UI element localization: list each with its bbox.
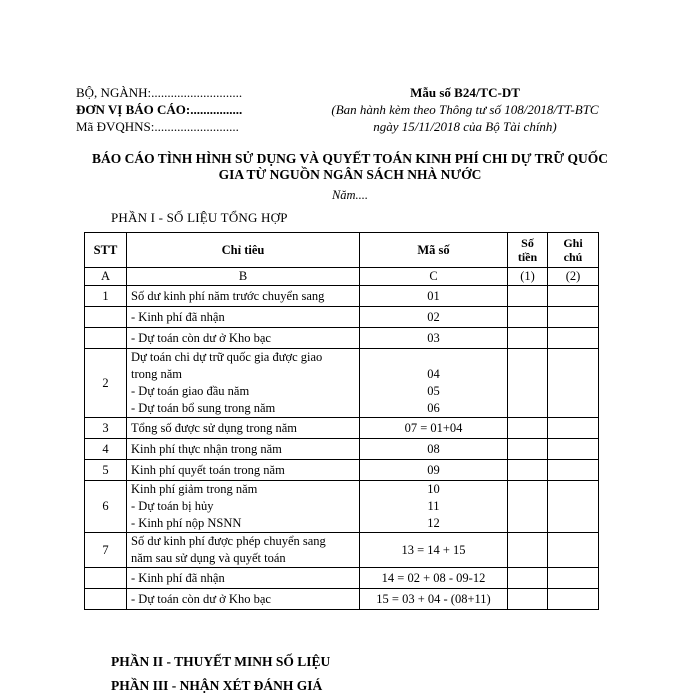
row-indicator: Số dư kinh phí năm trước chuyển sang <box>127 286 360 307</box>
row-note <box>548 589 599 610</box>
report-year: Năm.... <box>331 188 369 202</box>
row-code-line: 10 <box>427 482 440 496</box>
row-indicator: Tổng số được sử dụng trong năm <box>127 418 360 439</box>
row-note <box>548 460 599 481</box>
row-code: 02 <box>360 307 508 328</box>
row-code: 03 <box>360 328 508 349</box>
letter-c: C <box>360 268 508 286</box>
table-row <box>85 568 599 589</box>
table-row <box>85 533 599 568</box>
row-amount <box>508 589 548 610</box>
letter-2: (2) <box>548 268 599 286</box>
column-letter-row <box>85 268 599 286</box>
row-code: 01 <box>360 286 508 307</box>
row-stt: 4 <box>85 439 127 460</box>
row-indicator-line: Số dư kinh phí được phép chuyển sang <box>131 534 326 548</box>
row-note <box>548 328 599 349</box>
header-amount-line-2: tiền <box>517 250 538 264</box>
row-amount <box>508 568 548 589</box>
row-code: 15 = 03 + 04 - (08+11) <box>360 589 508 610</box>
row-stt: 7 <box>85 533 127 568</box>
row-indicator-line: trong năm <box>131 367 183 381</box>
row-code <box>360 481 508 533</box>
row-stt <box>85 328 127 349</box>
part-3-heading: PHẦN III - NHẬN XÉT ĐÁNH GIÁ <box>111 678 323 693</box>
row-stt <box>85 589 127 610</box>
row-indicator: Kinh phí thực nhận trong năm <box>127 439 360 460</box>
table-row <box>85 307 599 328</box>
row-stt <box>85 307 127 328</box>
row-code-line: 04 <box>427 367 440 381</box>
row-indicator: - Kinh phí đã nhận <box>127 568 360 589</box>
header-amount-line-1: Số <box>521 236 534 250</box>
issued-by-line-2: ngày 15/11/2018 của Bộ Tài chính) <box>373 119 557 134</box>
row-amount <box>508 460 548 481</box>
ministry-line: BỘ, NGÀNH:............................ <box>76 85 243 100</box>
row-amount <box>508 533 548 568</box>
row-sub-indicator: - Kinh phí nộp NSNN <box>131 516 242 530</box>
row-sub-indicator: - Dự toán bổ sung trong năm <box>131 401 276 415</box>
row-code: 08 <box>360 439 508 460</box>
row-note <box>548 481 599 533</box>
part-2-heading: PHẦN II - THUYẾT MINH SỐ LIỆU <box>111 654 331 669</box>
row-note <box>548 439 599 460</box>
header-code: Mã số <box>360 233 508 268</box>
row-amount <box>508 286 548 307</box>
header-indicator: Chỉ tiêu <box>127 233 360 268</box>
issuer-block <box>76 84 242 135</box>
row-sub-indicator: - Dự toán bị hủy <box>131 499 214 513</box>
header-note <box>548 233 599 268</box>
row-note <box>548 349 599 418</box>
row-indicator <box>127 533 360 568</box>
table-row <box>85 418 599 439</box>
report-title-line-1: BÁO CÁO TÌNH HÌNH SỬ DỤNG VÀ QUYẾT TOÁN KINH PHÍ CHI DỰ TRỮ QUỐC <box>91 151 609 166</box>
row-code: 07 = 01+04 <box>360 418 508 439</box>
form-info-block <box>300 84 630 135</box>
row-code-line: 11 <box>427 499 440 513</box>
row-amount <box>508 439 548 460</box>
table-header-row <box>85 233 599 268</box>
letter-b: B <box>127 268 360 286</box>
header-amount <box>508 233 548 268</box>
row-indicator: - Kinh phí đã nhận <box>127 307 360 328</box>
row-code: 13 = 14 + 15 <box>360 533 508 568</box>
row-code-line: 05 <box>427 384 440 398</box>
row-stt: 3 <box>85 418 127 439</box>
letter-a: A <box>85 268 127 286</box>
table-row <box>85 439 599 460</box>
form-number: Mẫu số B24/TC-DT <box>410 85 520 100</box>
letter-1: (1) <box>508 268 548 286</box>
row-stt: 6 <box>85 481 127 533</box>
row-sub-indicator: - Dự toán giao đầu năm <box>131 384 250 398</box>
row-amount <box>508 349 548 418</box>
table-row <box>85 286 599 307</box>
report-title-line-2: GIA TỪ NGUỒN NGÂN SÁCH NHÀ NƯỚC <box>218 167 482 182</box>
row-code-line: 12 <box>427 516 440 530</box>
row-code: 09 <box>360 460 508 481</box>
row-amount <box>508 481 548 533</box>
table-row <box>85 481 599 533</box>
issued-by-line-1: (Ban hành kèm theo Thông tư số 108/2018/TT-BTC <box>331 102 599 117</box>
summary-table <box>84 232 599 610</box>
part-1-heading: PHẦN I - SỐ LIỆU TỔNG HỢP <box>111 210 288 225</box>
row-indicator-line: Kinh phí giảm trong năm <box>131 482 258 496</box>
unit-code-line: Mã ĐVQHNS:.......................... <box>76 119 239 134</box>
row-indicator: - Dự toán còn dư ở Kho bạc <box>127 589 360 610</box>
row-indicator <box>127 481 360 533</box>
row-amount <box>508 307 548 328</box>
header-note-line-2: chú <box>563 250 583 264</box>
row-note <box>548 418 599 439</box>
row-code: 14 = 02 + 08 - 09-12 <box>360 568 508 589</box>
row-indicator: - Dự toán còn dư ở Kho bạc <box>127 328 360 349</box>
row-indicator-line: Dự toán chi dự trữ quốc gia được giao <box>131 350 323 364</box>
header-note-line-1: Ghi <box>563 236 583 250</box>
table-row <box>85 349 599 418</box>
table-row <box>85 328 599 349</box>
row-indicator-line: năm sau sử dụng và quyết toán <box>131 551 286 565</box>
row-note <box>548 568 599 589</box>
row-code-line: 06 <box>427 401 440 415</box>
row-stt: 1 <box>85 286 127 307</box>
header-stt: STT <box>85 233 127 268</box>
row-amount <box>508 328 548 349</box>
table-row <box>85 460 599 481</box>
row-indicator <box>127 349 360 418</box>
row-code <box>360 349 508 418</box>
row-note <box>548 286 599 307</box>
report-title <box>60 151 640 183</box>
row-stt: 5 <box>85 460 127 481</box>
row-indicator: Kinh phí quyết toán trong năm <box>127 460 360 481</box>
table-row <box>85 589 599 610</box>
row-note <box>548 533 599 568</box>
row-amount <box>508 418 548 439</box>
row-note <box>548 307 599 328</box>
reporting-unit-line: ĐƠN VỊ BÁO CÁO:................ <box>76 102 243 117</box>
row-stt <box>85 568 127 589</box>
row-stt: 2 <box>85 349 127 418</box>
